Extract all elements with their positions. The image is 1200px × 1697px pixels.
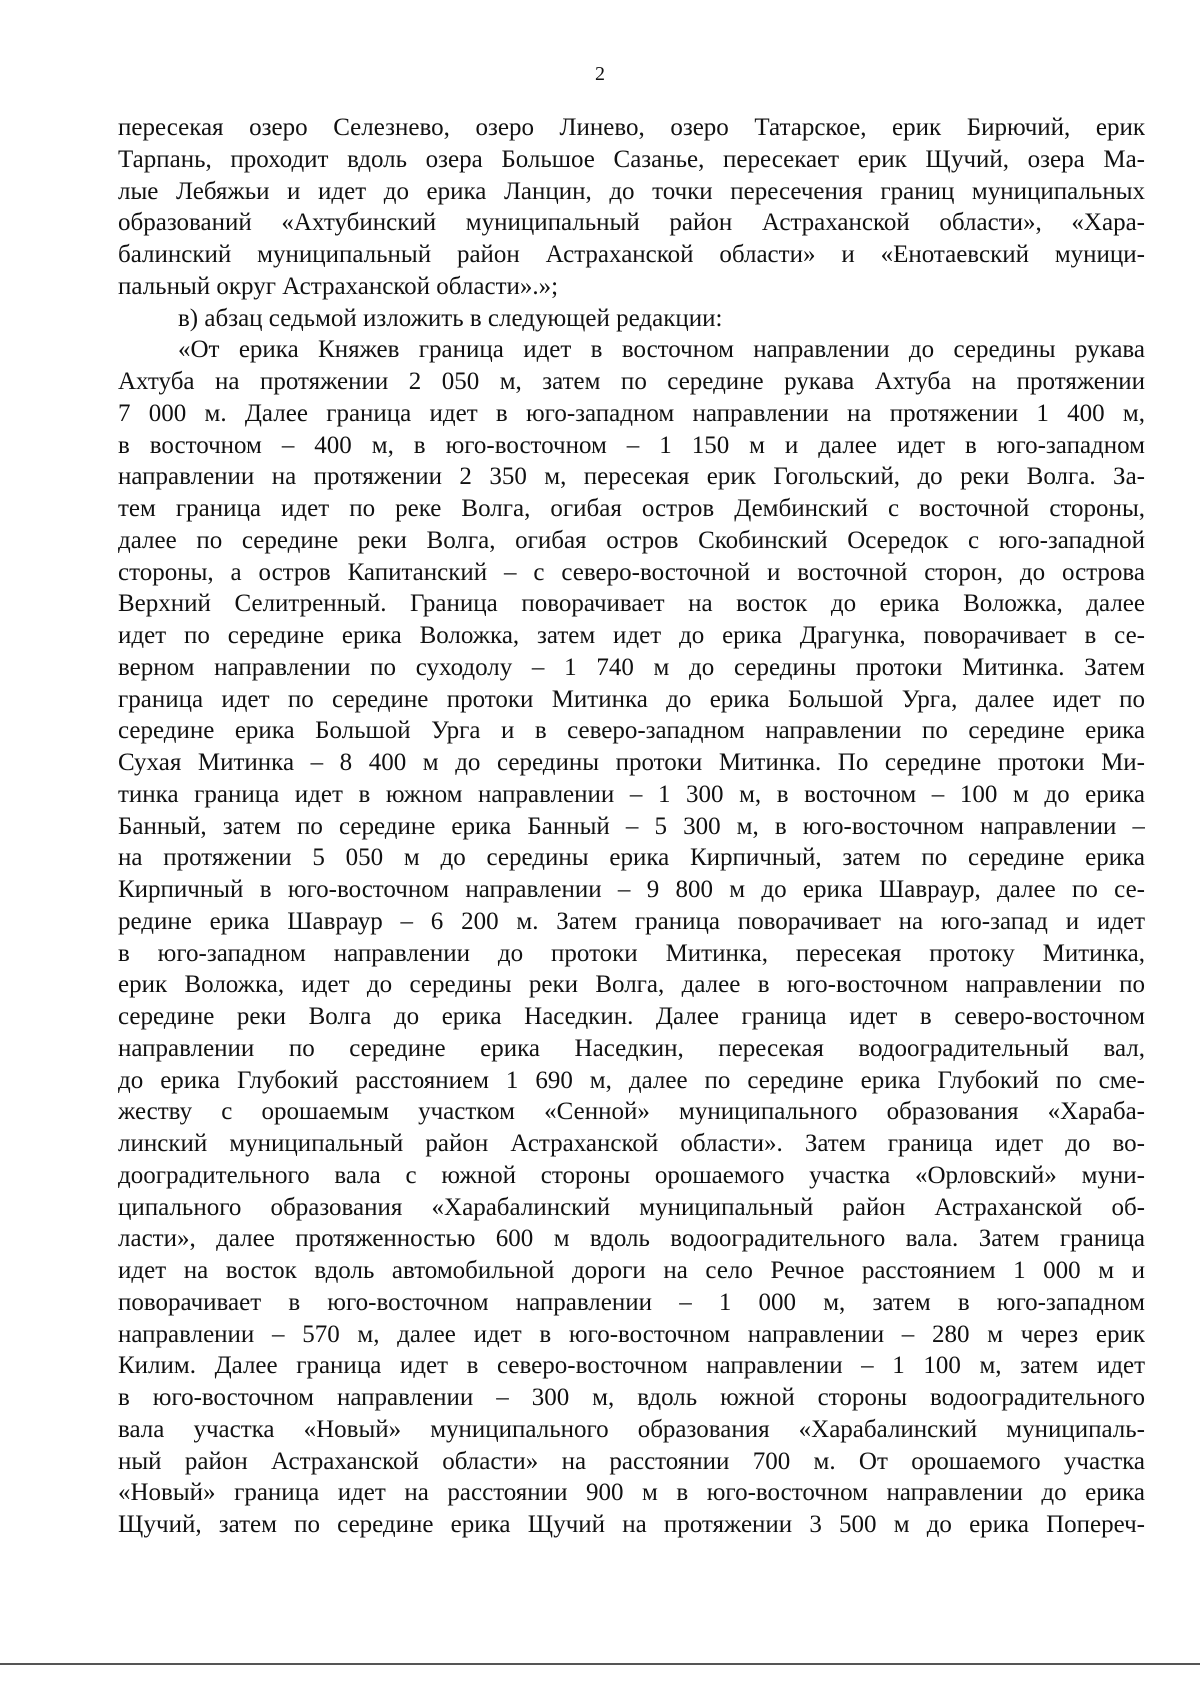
page-bottom-rule <box>0 1663 1200 1665</box>
text-line: тинка граница идет в южном направлении – 1 300 м, в восточном – 100 м до ерика <box>118 780 1145 808</box>
text-line: Килим. Далее граница идет в северо-восточном направлении – 1 100 м, затем идет <box>118 1352 1145 1380</box>
text-line: дооградительного вала с южной стороны орошаемого участка «Орловский» муни- <box>118 1161 1145 1189</box>
text-line: идет на восток вдоль автомобильной дороги на село Речное расстоянием 1 000 м и <box>118 1257 1145 1284</box>
text-line: верном направлении по суходолу – 1 740 м до середины протоки Митинка. Затем <box>118 653 1145 681</box>
text-line: стороны, а остров Капитанский – с северо-восточной и восточной сторон, до острова <box>118 558 1145 586</box>
text-line: направлении – 570 м, далее идет в юго-восточном направлении – 280 м через ерик <box>118 1320 1145 1348</box>
text-line: балинский муниципальный район Астраханской области» и «Енотаевский муници- <box>118 241 1145 268</box>
document-body <box>118 112 1145 1541</box>
text-line: в юго-западном направлении до протоки Митинка, пересекая протоку Митинка, <box>118 939 1145 967</box>
text-line: лые Лебяжьи и идет до ерика Ланцин, до точки пересечения границ муниципальных <box>118 177 1145 205</box>
text-line: направлении на протяжении 2 350 м, пересекая ерик Гогольский, до реки Волга. За- <box>118 463 1145 491</box>
text-line: «От ерика Княжев граница идет в восточном направлении до середины рукава <box>178 336 1145 364</box>
page-number: 2 <box>595 63 605 85</box>
text-line: в юго-восточном направлении – 300 м, вдоль южной стороны водооградительного <box>118 1384 1145 1411</box>
text-line: ерик Воложка, идет до середины реки Волга, далее в юго-восточном направлении по <box>118 971 1145 999</box>
text-line: Сухая Митинка – 8 400 м до середины протоки Митинка. По середине протоки Ми- <box>118 749 1145 776</box>
text-line: ципального образования «Харабалинский муниципальный район Астраханской об- <box>118 1193 1145 1221</box>
text-line: вала участка «Новый» муниципального образования «Харабалинский муниципаль- <box>118 1415 1145 1443</box>
text-line: Тарпань, проходит вдоль озера Большое Сазанье, пересекает ерик Щучий, озера Ма- <box>118 145 1145 173</box>
text-line: далее по середине реки Волга, огибая остров Скобинский Осередок с юго-западной <box>118 526 1145 554</box>
text-line: линский муниципальный район Астраханской области». Затем граница идет до во- <box>118 1130 1145 1157</box>
text-line: в) абзац седьмой изложить в следующей редакции: <box>178 304 723 332</box>
text-line: в восточном – 400 м, в юго-восточном – 1 150 м и далее идет в юго-западном <box>118 431 1145 459</box>
text-line: середине ерика Большой Урга и в северо-западном направлении по середине ерика <box>118 717 1145 745</box>
text-line: 7 000 м. Далее граница идет в юго-западном направлении на протяжении 1 400 м, <box>118 399 1145 427</box>
text-line: идет по середине ерика Воложка, затем идет до ерика Драгунка, поворачивает в се- <box>118 622 1145 649</box>
text-line: до ерика Глубокий расстоянием 1 690 м, далее по середине ерика Глубокий по сме- <box>118 1066 1145 1094</box>
text-line: Щучий, затем по середине ерика Щучий на протяжении 3 500 м до ерика Попереч- <box>118 1511 1145 1538</box>
text-line: ласти», далее протяженностью 600 м вдоль водооградительного вала. Затем граница <box>118 1225 1145 1253</box>
text-line: редине ерика Шавраур – 6 200 м. Затем граница поворачивает на юго-запад и идет <box>118 907 1145 935</box>
text-line: тем граница идет по реке Волга, огибая остров Дембинский с восточной стороны, <box>118 495 1145 522</box>
text-line: середине реки Волга до ерика Наседкин. Далее граница идет в северо-восточном <box>118 1003 1145 1030</box>
text-line: образований «Ахтубинский муниципальный район Астраханской области», «Хара- <box>118 209 1145 237</box>
text-line: пересекая озеро Селезнево, озеро Линево, озеро Татарское, ерик Бирючий, ерик <box>118 114 1145 141</box>
text-line: пальный округ Астраханской области».»; <box>118 272 559 300</box>
text-line: граница идет по середине протоки Митинка до ерика Большой Урга, далее идет по <box>118 685 1145 713</box>
text-line: ный район Астраханской области» на расстоянии 700 м. От орошаемого участка <box>118 1447 1145 1475</box>
text-line: жеству с орошаемым участком «Сенной» муниципального образования «Хараба- <box>118 1098 1145 1126</box>
text-line: на протяжении 5 050 м до середины ерика Кирпичный, затем по середине ерика <box>118 844 1145 872</box>
text-line: направлении по середине ерика Наседкин, пересекая водооградительный вал, <box>118 1034 1145 1062</box>
text-line: «Новый» граница идет на расстоянии 900 м в юго-восточном направлении до ерика <box>118 1479 1145 1507</box>
text-line: Верхний Селитренный. Граница поворачивает на восток до ерика Воложка, далее <box>118 590 1145 618</box>
text-line: Кирпичный в юго-восточном направлении – 9 800 м до ерика Шавраур, далее по се- <box>118 876 1145 903</box>
text-line: поворачивает в юго-восточном направлении – 1 000 м, затем в юго-западном <box>118 1288 1145 1316</box>
text-line: Ахтуба на протяжении 2 050 м, затем по середине рукава Ахтуба на протяжении <box>118 368 1145 395</box>
text-line: Банный, затем по середине ерика Банный – 5 300 м, в юго-восточном направлении – <box>118 812 1145 840</box>
